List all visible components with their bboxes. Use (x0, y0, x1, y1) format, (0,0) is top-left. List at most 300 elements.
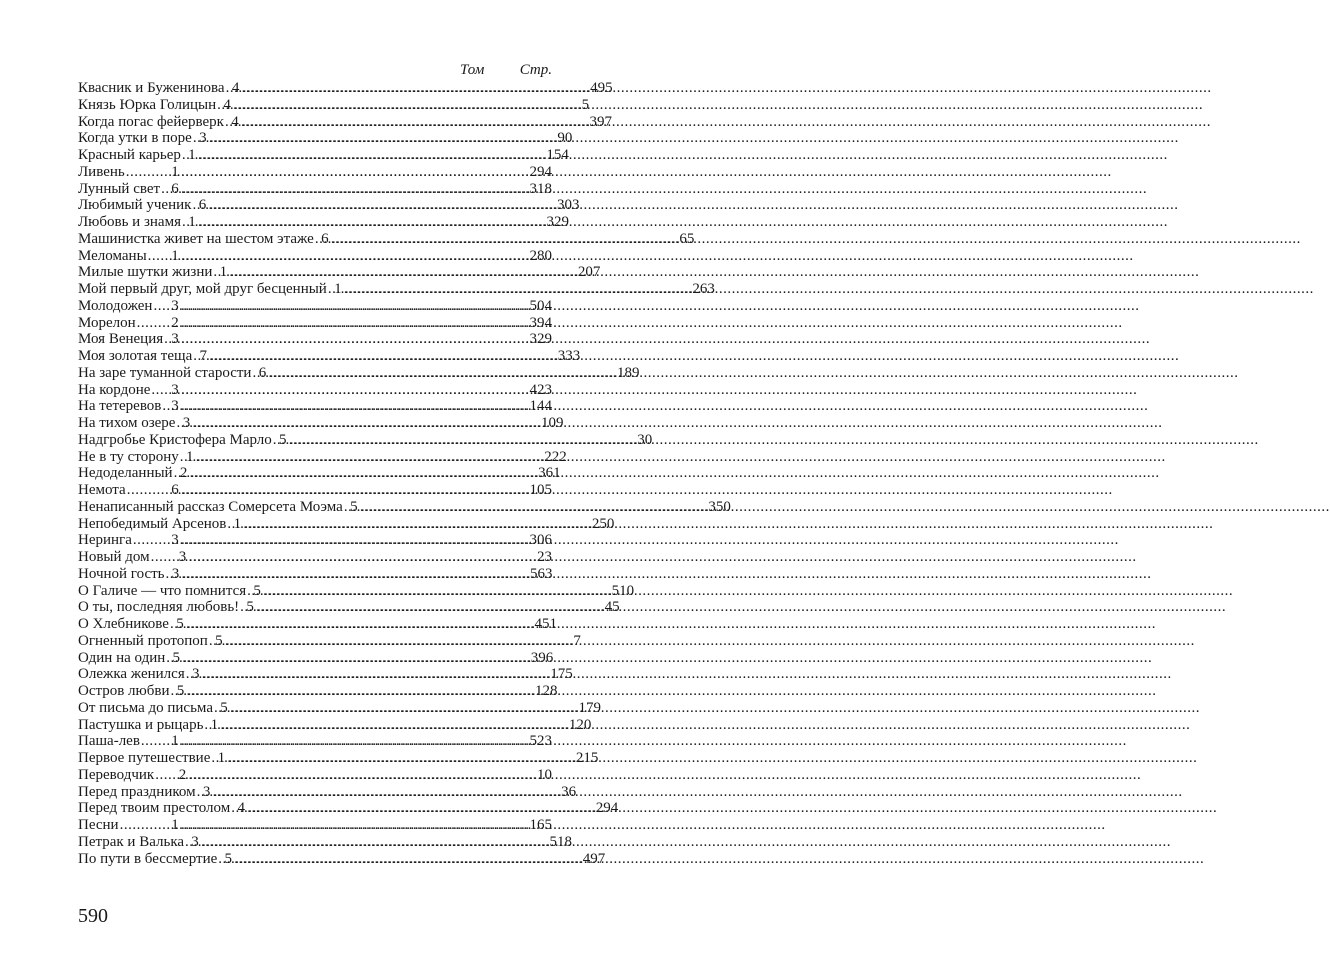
toc-entry (78, 80, 613, 97)
page-ref (344, 281, 715, 298)
entry-volume: 3 (171, 565, 180, 582)
entry-volume: 4 (237, 800, 245, 817)
entry-volume: 1 (188, 147, 196, 163)
dot-leader (230, 700, 579, 717)
dot-leader (225, 633, 574, 650)
entry-volume: 3 (199, 130, 207, 147)
entry-title: Песни (78, 817, 119, 833)
entry-volume: 6 (171, 482, 179, 498)
dot-leader (263, 583, 612, 600)
toc-entry (78, 331, 552, 348)
entry-page: 179 (578, 699, 601, 716)
entry-title: Олежка женился (78, 666, 185, 683)
toc-entry (78, 532, 552, 549)
entry-volume: 3 (171, 297, 179, 314)
entry-volume: 5 (253, 582, 261, 599)
entry-volume: 5 (224, 850, 232, 867)
entry-page: 5 (581, 96, 590, 113)
dot-leader (181, 164, 530, 181)
entry-title: Машинистка живет на шестом этаже (78, 230, 314, 247)
toc-entry (78, 214, 569, 231)
entry-volume: 6 (321, 230, 329, 247)
toc-entry (78, 348, 581, 365)
toc-entry (78, 566, 552, 583)
dot-leader (213, 784, 562, 801)
dot-leader (133, 532, 169, 549)
page-ref (181, 181, 552, 198)
dot-leader (331, 231, 680, 248)
dot-leader (241, 114, 590, 131)
dot-leader (209, 130, 558, 147)
dot-leader (196, 449, 545, 466)
entry-title: Моя золотая теща (78, 348, 193, 364)
entry-title: Квасник и Буженинова (78, 80, 225, 96)
entry-volume: 3 (191, 833, 199, 850)
entry-title: О Галиче — что помнится (78, 582, 247, 599)
toc-entry (78, 382, 552, 399)
toc-entry (78, 248, 552, 265)
dot-leader (126, 164, 169, 181)
entry-page: 495 (590, 80, 613, 96)
entry-page: 306 (529, 532, 552, 549)
toc-entry (78, 582, 635, 600)
toc-entry (78, 264, 601, 281)
page-ref (181, 248, 552, 265)
entry-page: 222 (544, 448, 567, 465)
entry-title: Молодожен (78, 297, 153, 314)
entry-volume: 1 (171, 247, 179, 264)
page-ref (242, 80, 613, 97)
entry-page: 207 (577, 264, 601, 281)
entry-page: 396 (530, 649, 554, 666)
page-ref (208, 197, 579, 214)
dot-leader (268, 365, 617, 382)
page-ref (192, 415, 563, 432)
dot-leader (181, 248, 530, 265)
entry-title: Недоделанный (78, 465, 173, 482)
entry-title: Непобедимый Арсенов (78, 515, 227, 532)
entry-volume: 3 (171, 331, 179, 348)
toc-entry (78, 549, 552, 566)
dot-leader (181, 331, 530, 348)
page-ref (234, 851, 605, 868)
page-ref (181, 315, 552, 332)
entry-title: О Хлебникове (78, 616, 169, 632)
dot-leader (181, 398, 530, 415)
entry-volume: 3 (171, 398, 179, 415)
toc-entry (78, 281, 715, 298)
page-ref (181, 482, 552, 499)
entry-title: На заре туманной старости (78, 364, 252, 381)
entry-title: Ливень (78, 163, 125, 180)
entry-title: Когда утки в поре (78, 130, 192, 147)
page-ref (233, 97, 589, 114)
entry-title: Любимый ученик (78, 197, 192, 214)
entry-title: Моя Венеция (78, 331, 164, 348)
entry-title: Красный карьер (78, 147, 181, 163)
toc-entry (78, 599, 620, 616)
dot-leader (181, 382, 530, 399)
entry-volume: 4 (223, 96, 231, 113)
entry-page: 303 (556, 197, 580, 214)
entry-page: 215 (575, 750, 599, 766)
entry-page: 397 (589, 113, 612, 130)
entry-page: 333 (557, 348, 581, 364)
dot-leader (208, 197, 557, 214)
page-ref (220, 717, 591, 734)
dot-leader (162, 398, 169, 415)
toc-entry (78, 465, 561, 482)
entry-title: Любовь и знамя (78, 214, 181, 230)
dot-leader (161, 181, 169, 198)
entry-title: Остров любви (78, 683, 170, 699)
dot-leader (181, 298, 530, 315)
entry-title: Неринга (78, 532, 132, 549)
page-ref (263, 583, 634, 600)
dot-leader (192, 415, 541, 432)
entry-volume: 2 (171, 314, 179, 331)
dot-leader (227, 750, 576, 767)
page-ref (189, 549, 553, 566)
entry-page: 504 (529, 297, 552, 314)
entry-page: 250 (591, 515, 615, 532)
entry-volume: 3 (171, 381, 179, 398)
entry-title: Один на один (78, 649, 166, 666)
entry-title: От письма до письма (78, 699, 213, 716)
table-of-contents (78, 80, 731, 867)
entry-volume: 1 (171, 733, 179, 750)
entry-volume: 2 (178, 766, 187, 783)
toc-entry (78, 364, 640, 382)
entry-page: 165 (529, 817, 552, 833)
entry-page: 109 (540, 415, 564, 431)
entry-page: 175 (550, 666, 573, 683)
toc-entry (78, 431, 653, 449)
page-ref (187, 683, 558, 700)
entry-page: 30 (637, 431, 653, 448)
page-ref (181, 298, 552, 315)
toc-entry (78, 767, 552, 784)
entry-volume: 2 (179, 465, 188, 482)
dot-leader (360, 499, 709, 516)
entry-title: Милые шутки жизни (78, 264, 213, 281)
page-ref (230, 700, 601, 717)
dot-leader (151, 549, 177, 566)
entry-title: На тетеревов (78, 398, 162, 415)
entry-volume: 3 (178, 549, 187, 565)
dot-leader (181, 315, 530, 332)
dot-leader (181, 532, 530, 549)
entry-volume: 5 (279, 431, 287, 448)
page-ref (202, 666, 573, 683)
entry-title: Переводчик (78, 766, 155, 783)
toc-entry (78, 398, 552, 415)
dot-leader (220, 717, 569, 734)
entry-volume: 1 (171, 817, 179, 833)
toc-entry (78, 130, 573, 147)
entry-page: 154 (546, 147, 569, 163)
entry-volume: 5 (220, 699, 228, 716)
page-ref (181, 532, 552, 549)
entry-page: 294 (595, 800, 619, 817)
entry-title: Огненный протопоп (78, 632, 208, 649)
toc-entry (78, 181, 552, 198)
entry-volume: 1 (219, 264, 228, 281)
entry-title: Первое путешествие (78, 750, 211, 766)
toc-entry (78, 482, 552, 499)
page-ref (247, 800, 618, 817)
toc-entry (78, 666, 573, 683)
entry-page: 294 (529, 163, 552, 180)
dot-leader (141, 733, 169, 750)
entry-page: 120 (568, 716, 592, 733)
entry-title: Не в ту сторону (78, 448, 179, 465)
entry-page: 329 (546, 214, 569, 230)
toc-entry (78, 733, 552, 750)
page-ref (289, 432, 653, 449)
entry-page: 7 (573, 632, 581, 649)
entry-page: 105 (529, 482, 552, 498)
entry-page: 523 (529, 733, 552, 750)
entry-volume: 1 (188, 214, 196, 230)
dot-leader (181, 181, 530, 198)
dot-leader (229, 264, 578, 281)
entry-page: 280 (529, 247, 552, 264)
entry-title: Перед твоим престолом (78, 800, 231, 817)
entry-page: 90 (557, 130, 573, 147)
entry-title: Морелон (78, 314, 136, 331)
entry-title: Перед праздником (78, 783, 196, 800)
entry-title: Петрак и Валька (78, 833, 185, 850)
toc-entry (78, 850, 606, 868)
dot-leader (209, 348, 558, 365)
entry-page: 144 (529, 398, 552, 415)
toc-entry (78, 817, 552, 834)
page-ref (181, 382, 552, 399)
entry-volume: 5 (215, 632, 223, 649)
dot-leader (137, 315, 169, 332)
entry-volume: 1 (171, 163, 179, 180)
entry-page: 45 (604, 599, 620, 616)
page-ref (268, 365, 639, 382)
entry-volume: 3 (202, 783, 211, 800)
entry-volume: 5 (172, 649, 181, 666)
page-ref (181, 331, 552, 348)
entry-page: 361 (538, 465, 561, 482)
page-ref (241, 114, 612, 131)
page-ref (196, 449, 567, 466)
dot-leader (198, 214, 547, 231)
toc-entry (78, 616, 557, 633)
toc-entry (78, 498, 731, 516)
dot-leader (242, 80, 591, 97)
entry-title: Пастушка и рыцарь (78, 716, 204, 733)
toc-entry (78, 164, 552, 181)
entry-title: Князь Юрка Голицын (78, 96, 217, 113)
entry-page: 65 (679, 230, 695, 247)
dot-leader (187, 683, 536, 700)
page-ref (181, 164, 552, 181)
dot-leader (198, 147, 547, 164)
entry-title: Ночной гость (78, 565, 165, 582)
entry-page: 329 (529, 331, 552, 348)
entry-title: На тихом озере (78, 415, 176, 431)
page-ref (198, 147, 569, 164)
dot-leader (233, 97, 582, 114)
toc-header (78, 62, 552, 82)
entry-page: 510 (611, 582, 635, 599)
dot-leader (186, 616, 535, 633)
dot-leader (181, 817, 530, 834)
entry-volume: 1 (233, 515, 242, 532)
entry-page: 497 (582, 850, 606, 867)
page-column-label: Стр. (519, 62, 552, 78)
toc-entry (78, 147, 569, 164)
entry-volume: 3 (171, 532, 179, 549)
toc-entry (78, 632, 581, 650)
dot-leader (127, 482, 169, 499)
entry-page: 318 (529, 180, 552, 197)
toc-entry (78, 96, 590, 114)
page-ref (190, 465, 561, 482)
entry-volume: 4 (231, 113, 239, 130)
page-ref (181, 817, 552, 834)
page-ref (256, 599, 620, 616)
page-ref (189, 767, 553, 784)
page-ref (198, 214, 569, 231)
entry-volume: 5 (350, 498, 358, 515)
volume-column-label: Том (460, 62, 485, 78)
toc-entry (78, 197, 580, 214)
entry-page: 451 (534, 616, 557, 632)
entry-volume: 1 (334, 281, 342, 297)
dot-leader (201, 834, 550, 851)
toc-entry (78, 699, 601, 717)
dot-leader (181, 733, 530, 750)
toc-entry (78, 415, 564, 432)
entry-volume: 3 (191, 666, 200, 683)
toc-entry (78, 298, 552, 315)
dot-leader (148, 248, 169, 265)
dot-leader (190, 465, 539, 482)
entry-volume: 7 (199, 348, 207, 364)
dot-leader (182, 566, 531, 583)
entry-volume: 6 (198, 197, 207, 214)
entry-volume: 5 (246, 599, 254, 616)
entry-volume: 6 (258, 364, 267, 381)
entry-title: Когда погас фейерверк (78, 113, 224, 130)
page-ref (331, 231, 695, 248)
entry-title: Паша-лев (78, 733, 140, 750)
dot-leader (155, 767, 176, 784)
page-ref (209, 130, 573, 147)
page-ref (181, 733, 552, 750)
entry-title: Лунный свет (78, 180, 161, 197)
dot-leader (151, 382, 169, 399)
page-number: 590 (78, 905, 108, 927)
dot-leader (289, 432, 638, 449)
entry-title: Надгробье Кристофера Марло (78, 431, 272, 448)
dot-leader (153, 298, 169, 315)
entry-volume: 1 (185, 448, 194, 465)
entry-title: Новый дом (78, 549, 150, 565)
entry-page: 350 (708, 498, 731, 515)
toc-entry (78, 783, 577, 801)
dot-leader (120, 817, 169, 834)
entry-volume: 1 (217, 750, 226, 766)
dot-leader (247, 800, 596, 817)
entry-page: 189 (616, 364, 640, 381)
toc-entry (78, 515, 615, 533)
toc-entry (78, 800, 619, 817)
entry-volume: 5 (176, 683, 185, 699)
toc-entry (78, 448, 567, 466)
page-ref (360, 499, 731, 516)
toc-entry (78, 750, 599, 767)
page-ref (225, 633, 581, 650)
dot-leader (256, 599, 605, 616)
entry-page: 263 (692, 281, 715, 297)
entry-page: 128 (535, 683, 558, 699)
entry-title: Ненаписанный рассказ Сомерсета Моэма (78, 498, 343, 515)
toc-entry (78, 315, 552, 332)
dot-leader (202, 666, 551, 683)
entry-page: 36 (561, 783, 577, 800)
dot-leader (189, 767, 538, 784)
dot-leader (182, 650, 531, 667)
page-ref (186, 616, 557, 633)
entry-page: 10 (537, 766, 552, 783)
toc-entry (78, 650, 552, 667)
entry-page: 423 (529, 381, 552, 398)
toc-entry (78, 230, 695, 248)
entry-volume: 3 (182, 415, 191, 431)
dot-leader (189, 549, 538, 566)
page-ref (182, 650, 553, 667)
toc-entry (78, 716, 592, 734)
entry-title: Меломаны (78, 247, 147, 264)
page-ref (229, 264, 600, 281)
dot-leader (344, 281, 693, 298)
entry-volume: 6 (171, 180, 179, 197)
entry-page: 563 (530, 565, 553, 582)
dot-leader (234, 851, 583, 868)
page-ref (243, 516, 614, 533)
page-ref (181, 398, 552, 415)
page-ref (227, 750, 598, 767)
page-ref (182, 566, 553, 583)
dot-leader (181, 482, 530, 499)
page-ref (213, 784, 577, 801)
entry-page: 23 (537, 549, 552, 565)
entry-volume: 1 (210, 716, 219, 733)
entry-page: 394 (529, 314, 552, 331)
toc-entry (78, 833, 573, 851)
toc-entry (78, 113, 612, 131)
entry-page: 518 (549, 833, 573, 850)
page-ref (201, 834, 572, 851)
entry-volume: 5 (176, 616, 184, 632)
entry-title: Немота (78, 482, 126, 498)
dot-leader (243, 516, 592, 533)
entry-title: По пути в бессмертие (78, 850, 218, 867)
entry-title: Мой первый друг, мой друг бесценный (78, 281, 327, 297)
entry-volume: 4 (231, 80, 240, 96)
entry-title: О ты, последняя любовь! (78, 599, 240, 616)
page-ref (209, 348, 580, 365)
toc-entry (78, 683, 558, 700)
entry-title: На кордоне (78, 381, 151, 398)
